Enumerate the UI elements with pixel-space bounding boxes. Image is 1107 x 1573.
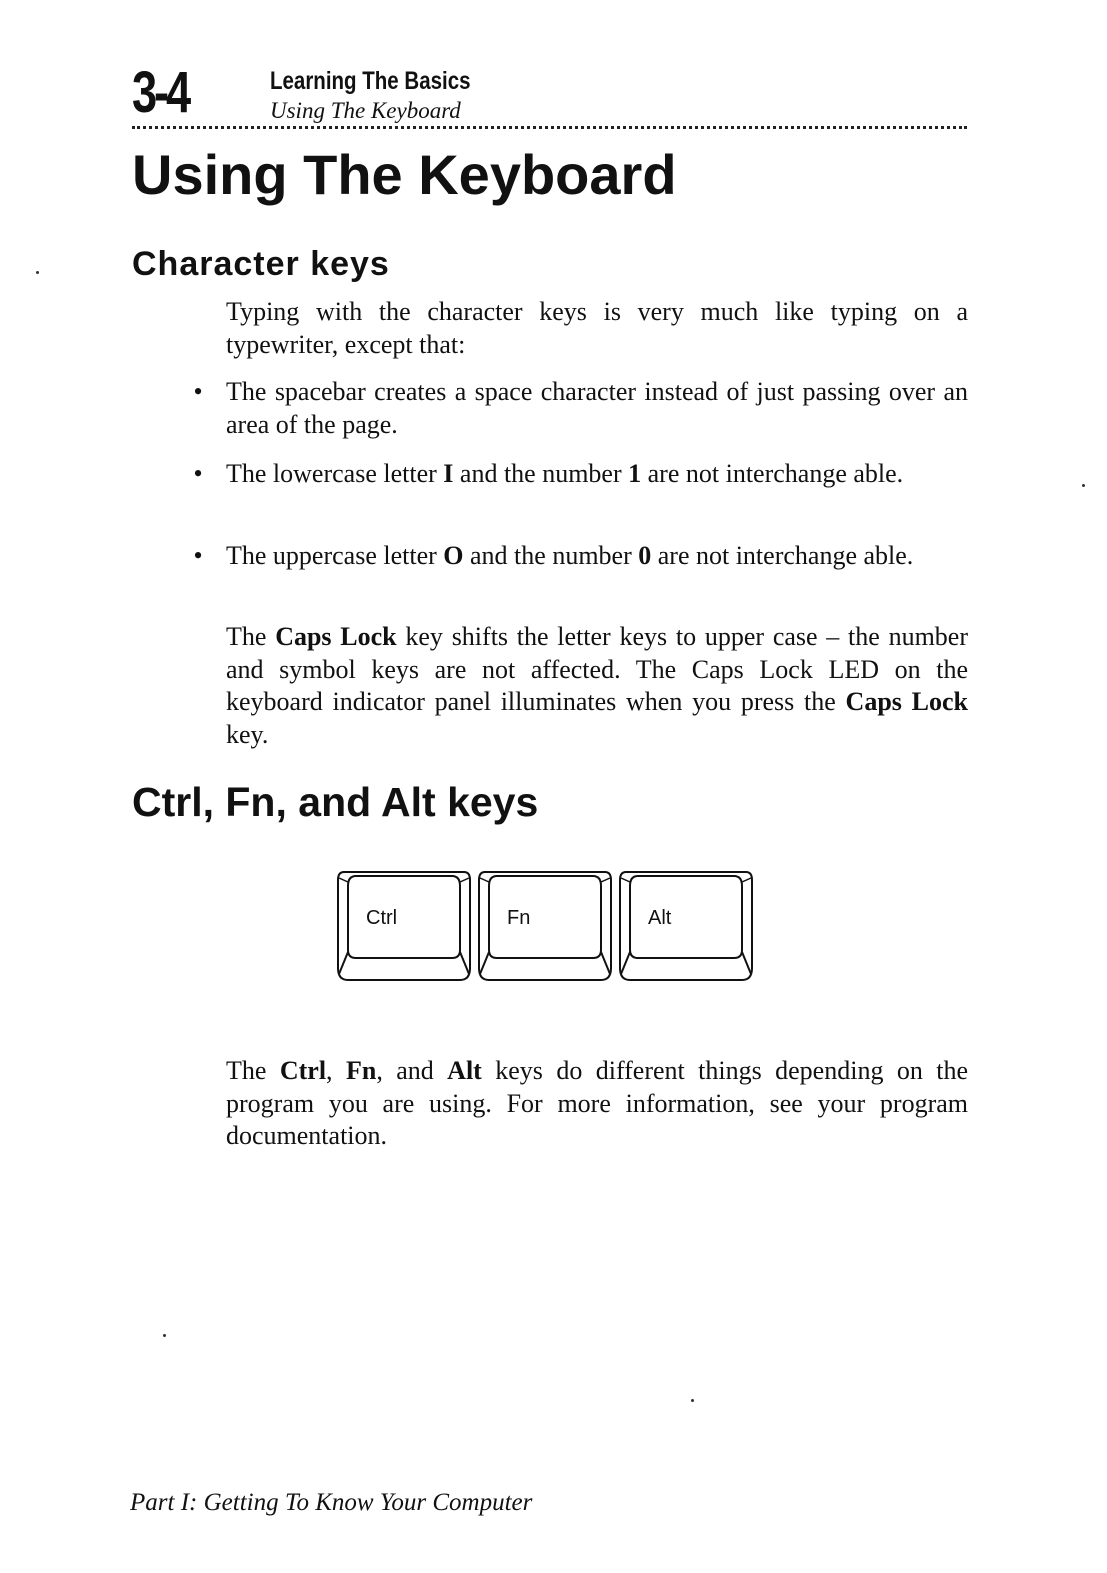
modifier-keys-description: The Ctrl, Fn, and Alt keys do different things depending on the program you are using. For more information, see your program documentation. — [226, 1056, 969, 1150]
character-keys-intro: Typing with the character keys is very much like typing on a typewriter, except that: — [226, 297, 968, 359]
bullet-text: The spacebar creates a space character instead of just passing over an area of the page. — [226, 377, 968, 439]
bullet-text: The uppercase letter O and the number 0 are not interchange able. — [226, 541, 914, 570]
character-keys-heading: Character keys — [132, 245, 390, 283]
scan-speck — [691, 1399, 694, 1402]
bullet-item — [193, 540, 968, 573]
scan-speck — [36, 271, 39, 274]
page-title: Using The Keyboard — [132, 143, 677, 206]
scan-speck — [163, 1334, 166, 1337]
fn-key-illustration — [477, 868, 613, 982]
bullet-item — [193, 458, 968, 491]
section-title: Using The Keyboard — [270, 98, 461, 123]
caps-lock-paragraph: The Caps Lock key shifts the letter keys to upper case – the number and symbol keys are not affected. The Caps Lock LED on the keyboard indicator panel illuminates when you press the Caps Lock key. — [226, 622, 969, 749]
bullet-dot: • — [193, 541, 203, 570]
bullet-text: The lowercase letter I and the number 1 are not interchange able. — [226, 459, 904, 488]
bullet-item — [193, 376, 968, 441]
chapter-title: Learning The Basics — [270, 67, 471, 95]
alt-key-illustration — [618, 868, 754, 982]
scan-speck — [1082, 484, 1085, 487]
ctrl-key-label: Ctrl — [366, 907, 398, 929]
modifier-keys-heading: Ctrl, Fn, and Alt keys — [132, 779, 539, 825]
ctrl-key-illustration — [336, 868, 472, 982]
header-rule — [132, 126, 967, 129]
bullet-dot: • — [193, 459, 203, 488]
modifier-keys-illustration — [336, 868, 758, 984]
alt-key-label: Alt — [648, 907, 672, 929]
fn-key-label: Fn — [507, 907, 531, 929]
page-number: 3-4 — [132, 60, 189, 125]
running-header — [132, 62, 967, 132]
page-footer: Part I: Getting To Know Your Computer — [130, 1489, 533, 1516]
bullet-dot: • — [193, 377, 203, 406]
